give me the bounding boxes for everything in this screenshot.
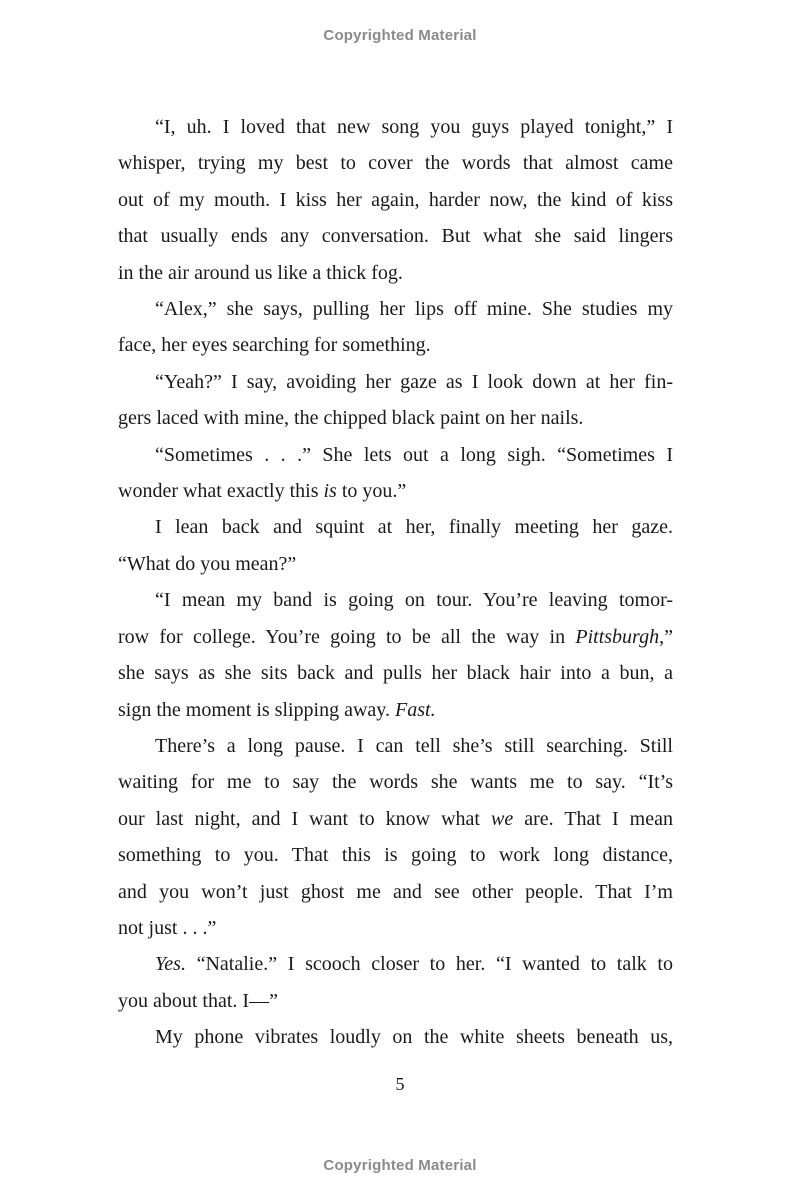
paragraph-2 (118, 291, 673, 364)
emphasis-we: we (491, 807, 514, 830)
text-line: “Yeah?” I say, avoiding her gaze as I look down at her fin- (155, 370, 673, 393)
text-run: row for college. You’re going to be all the way in (118, 625, 576, 648)
copyright-watermark-top: Copyrighted Material (323, 27, 477, 44)
text-line (118, 801, 673, 837)
text-run: “Natalie.” I scooch closer to her. “I wanted to talk to (185, 953, 673, 976)
emphasis-fast: Fast. (395, 698, 436, 721)
emphasis-yes: Yes. (155, 953, 186, 976)
text-line: gers laced with mine, the chipped black paint on her nails. (118, 407, 584, 430)
paragraph-1 (118, 109, 673, 291)
text-line: “I mean my band is going on tour. You’re leaving tomor- (155, 589, 673, 612)
paragraph-6 (118, 582, 673, 728)
text-run: to you.” (336, 480, 407, 503)
paragraph-5 (118, 509, 673, 582)
text-line: you about that. I—” (118, 989, 278, 1012)
text-run: are. That I mean (513, 807, 673, 830)
text-line: out of my mouth. I kiss her again, harder now, the kind of kiss (118, 188, 673, 211)
text-line: she says as she sits back and pulls her black hair into a bun, a (118, 662, 673, 685)
text-line: something to you. That this is going to work long distance, (118, 844, 673, 867)
text-run: sign the moment is slipping away. (118, 698, 396, 721)
text-line: I lean back and squint at her, finally meeting her gaze. (155, 516, 673, 539)
page-number: 5 (395, 1074, 405, 1094)
paragraph-4 (118, 437, 673, 510)
emphasis-is: is (323, 480, 337, 503)
paragraph-7 (118, 728, 673, 946)
paragraph-8 (118, 946, 673, 1019)
text-line: waiting for me to say the words she wants me to say. “It’s (118, 771, 673, 794)
text-run: our last night, and I want to know what (118, 807, 492, 830)
text-line: “Alex,” she says, pulling her lips off mine. She studies my (155, 298, 673, 321)
text-line: not just . . .” (118, 916, 217, 939)
text-line: “I, uh. I loved that new song you guys played tonight,” I (155, 116, 673, 138)
paragraph-9 (118, 1019, 673, 1055)
text-line (118, 692, 673, 728)
text-line: that usually ends any conversation. But what she said lingers (118, 225, 673, 248)
text-line: “What do you mean?” (118, 552, 297, 575)
text-line: and you won’t just ghost me and see other people. That I’m (118, 880, 673, 903)
text-run: wonder what exactly this (118, 480, 324, 503)
text-line: whisper, trying my best to cover the words that almost came (118, 152, 673, 175)
emphasis-pittsburgh: Pittsburgh (575, 625, 660, 648)
text-line: There’s a long pause. I can tell she’s still searching. Still (155, 734, 673, 757)
text-line: face, her eyes searching for something. (118, 334, 431, 357)
page-body-text (118, 109, 673, 1056)
copyright-watermark-bottom: Copyrighted Material (323, 1157, 477, 1174)
text-run: ,” (659, 625, 673, 648)
text-line: “Sometimes . . .” She lets out a long sigh. “Sometimes I (155, 443, 673, 466)
text-line (118, 946, 673, 982)
paragraph-3 (118, 364, 673, 437)
text-line: in the air around us like a thick fog. (118, 261, 403, 284)
text-line (118, 619, 673, 655)
text-line (118, 473, 673, 509)
text-line: My phone vibrates loudly on the white sheets beneath us, (155, 1026, 673, 1049)
